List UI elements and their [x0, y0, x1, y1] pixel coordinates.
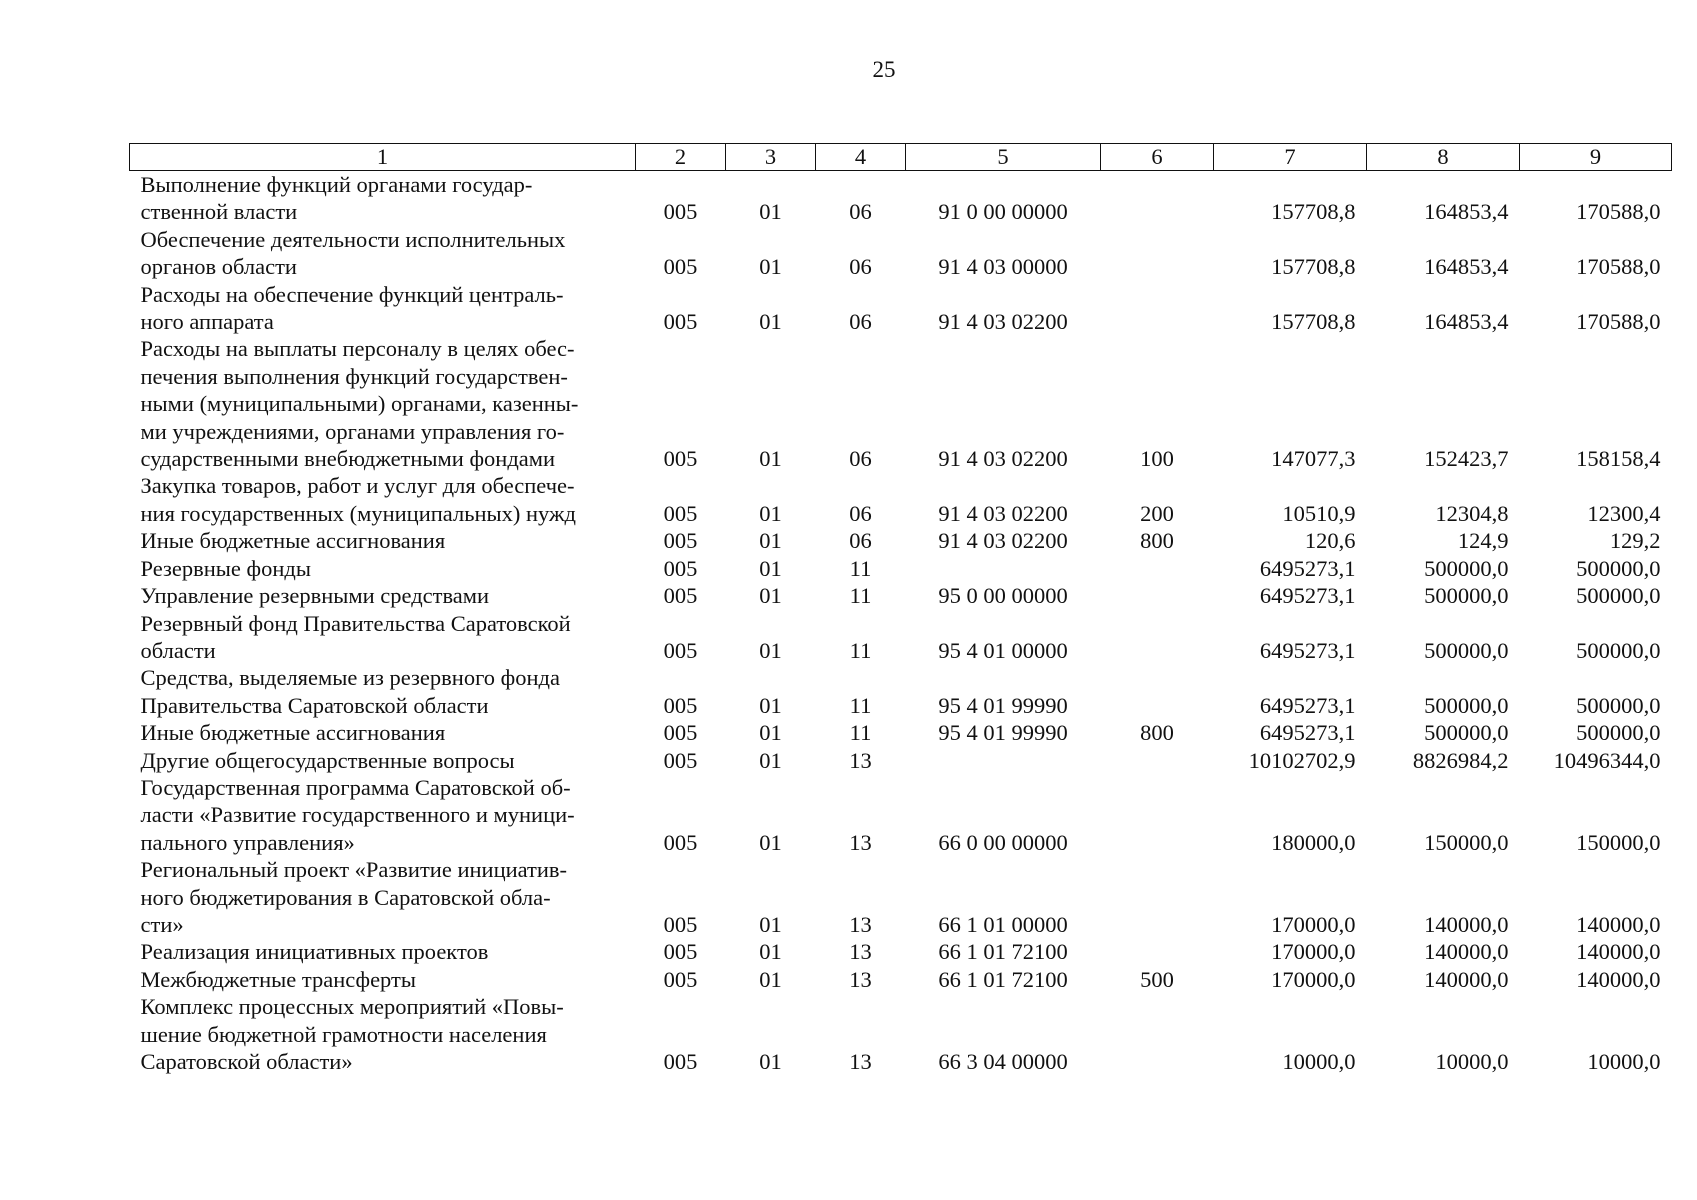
target-article-cell: 95 4 01 99990 — [938, 720, 1068, 746]
table-row — [130, 993, 1672, 1075]
header-cell-4: 4 — [816, 144, 906, 171]
amount-col8-cell: 164853,4 — [1424, 309, 1509, 335]
subsection-cell: 11 — [849, 692, 872, 718]
amount-col7-cell: 170000,0 — [1271, 939, 1356, 965]
table-row — [130, 966, 1672, 993]
subsection-cell: 11 — [849, 720, 872, 746]
section-cell: 01 — [759, 500, 782, 526]
item-name-line: печения выполнения функций государствен- — [140, 363, 568, 389]
amount-col9-cell: 500000,0 — [1576, 720, 1661, 746]
admin-code-cell: 005 — [663, 254, 698, 280]
item-name-line: Региональный проект «Развитие инициатив- — [140, 857, 568, 883]
expense-type-cell — [1101, 171, 1214, 226]
item-name-cell — [130, 966, 636, 993]
target-article-cell: 95 0 00 00000 — [938, 583, 1068, 609]
table-row — [130, 610, 1672, 665]
amount-col8-cell: 500000,0 — [1424, 720, 1509, 746]
amount-col9-cell: 500000,0 — [1576, 637, 1661, 663]
subsection-cell: 13 — [849, 911, 872, 937]
amount-col9-cell: 150000,0 — [1576, 829, 1661, 855]
item-name-line: Другие общегосударственные вопросы — [140, 747, 515, 773]
admin-code-cell: 005 — [663, 528, 698, 554]
table-body — [130, 171, 1672, 1076]
amount-col8-cell: 500000,0 — [1424, 555, 1509, 581]
amount-col7-cell: 6495273,1 — [1259, 637, 1356, 663]
amount-col8-cell: 8826984,2 — [1412, 747, 1509, 773]
amount-col9-cell: 500000,0 — [1576, 692, 1661, 718]
item-name-cell — [130, 993, 636, 1075]
amount-col8-cell: 10000,0 — [1435, 1049, 1509, 1074]
admin-code-cell: 005 — [663, 637, 698, 663]
target-article-cell: 66 1 01 00000 — [938, 911, 1068, 937]
amount-col9-cell: 140000,0 — [1576, 911, 1661, 937]
item-name-line: ласти «Развитие государственного и муници- — [140, 802, 575, 828]
item-name-line: Государственная программа Саратовской об- — [140, 774, 571, 800]
section-cell: 01 — [759, 939, 782, 965]
item-name-line: шение бюджетной грамотности населения — [140, 1021, 547, 1047]
section-cell: 01 — [759, 309, 782, 335]
header-cell-7: 7 — [1214, 144, 1367, 171]
section-cell: 01 — [759, 555, 782, 581]
table-row — [130, 281, 1672, 336]
item-name-line: Межбюджетные трансферты — [140, 966, 416, 992]
expense-type-cell — [1101, 582, 1214, 609]
amount-col9-cell: 170588,0 — [1576, 254, 1661, 280]
subsection-cell: 06 — [849, 446, 872, 472]
item-name-line: Выполнение функций органами государ- — [140, 172, 533, 197]
table-row — [130, 774, 1672, 856]
item-name-line: ного бюджетирования в Саратовской обла- — [140, 884, 551, 910]
expense-type-cell — [1101, 747, 1214, 774]
header-cell-6: 6 — [1101, 144, 1214, 171]
amount-col7-cell: 157708,8 — [1271, 309, 1356, 335]
item-name-cell — [130, 527, 636, 554]
item-name-line: Иные бюджетные ассигнования — [140, 528, 446, 554]
amount-col9-cell: 500000,0 — [1576, 583, 1661, 609]
amount-col8-cell: 164853,4 — [1424, 199, 1509, 225]
expense-type-cell — [1101, 664, 1214, 719]
item-name-cell — [130, 610, 636, 665]
table-row — [130, 335, 1672, 472]
subsection-cell: 11 — [849, 637, 872, 663]
admin-code-cell: 005 — [663, 966, 698, 992]
subsection-cell: 11 — [849, 555, 872, 581]
admin-code-cell: 005 — [663, 199, 698, 225]
expense-type-cell: 200 — [1140, 500, 1174, 526]
item-name-line: Реализация инициативных проектов — [140, 939, 489, 965]
section-cell: 01 — [759, 446, 782, 472]
amount-col7-cell: 157708,8 — [1271, 199, 1356, 225]
item-name-line: Правительства Саратовской области — [140, 692, 489, 718]
subsection-cell: 06 — [849, 309, 872, 335]
item-name-line: ственной власти — [140, 199, 298, 225]
target-article-cell — [906, 555, 1101, 582]
item-name-cell — [130, 664, 636, 719]
admin-code-cell: 005 — [663, 911, 698, 937]
section-cell: 01 — [759, 528, 782, 554]
expense-type-cell: 100 — [1140, 446, 1174, 472]
expense-type-cell — [1101, 610, 1214, 665]
amount-col8-cell: 164853,4 — [1424, 254, 1509, 280]
item-name-line: органов области — [140, 254, 297, 280]
table-header — [130, 144, 1672, 171]
item-name-line: Обеспечение деятельности исполнительных — [140, 226, 566, 252]
subsection-cell: 06 — [849, 500, 872, 526]
section-cell: 01 — [759, 254, 782, 280]
header-cell-3: 3 — [726, 144, 816, 171]
table-row — [130, 555, 1672, 582]
section-cell: 01 — [759, 637, 782, 663]
expense-type-cell — [1101, 555, 1214, 582]
item-name-line: сти» — [140, 911, 184, 937]
table-row — [130, 472, 1672, 527]
amount-col8-cell: 140000,0 — [1424, 911, 1509, 937]
target-article-cell: 95 4 01 00000 — [938, 637, 1068, 663]
amount-col9-cell: 12300,4 — [1587, 500, 1661, 526]
table-row — [130, 226, 1672, 281]
amount-col8-cell: 152423,7 — [1424, 446, 1509, 472]
target-article-cell: 91 0 00 00000 — [938, 199, 1068, 225]
header-cell-9: 9 — [1520, 144, 1672, 171]
subsection-cell: 13 — [849, 747, 872, 773]
table-row — [130, 171, 1672, 226]
item-name-line: пального управления» — [140, 829, 355, 855]
subsection-cell: 13 — [849, 829, 872, 855]
target-article-cell: 91 4 03 02200 — [938, 309, 1068, 335]
expense-type-cell: 800 — [1140, 720, 1174, 746]
expense-type-cell — [1101, 856, 1214, 938]
expense-type-cell — [1101, 226, 1214, 281]
item-name-line: Комплекс процессных мероприятий «Повы- — [140, 994, 564, 1020]
item-name-line: Резервные фонды — [140, 555, 311, 581]
section-cell: 01 — [759, 199, 782, 225]
amount-col9-cell: 170588,0 — [1576, 199, 1661, 225]
item-name-cell — [130, 555, 636, 582]
admin-code-cell: 005 — [663, 583, 698, 609]
amount-col9-cell: 10496344,0 — [1553, 747, 1661, 773]
section-cell: 01 — [759, 583, 782, 609]
amount-col8-cell: 124,9 — [1457, 528, 1509, 554]
item-name-cell — [130, 719, 636, 746]
admin-code-cell: 005 — [663, 747, 698, 773]
item-name-cell — [130, 856, 636, 938]
expense-type-cell: 500 — [1140, 966, 1174, 992]
admin-code-cell: 005 — [663, 555, 698, 581]
header-cell-5: 5 — [906, 144, 1101, 171]
item-name-cell — [130, 582, 636, 609]
admin-code-cell: 005 — [663, 446, 698, 472]
amount-col7-cell: 6495273,1 — [1259, 583, 1356, 609]
subsection-cell: 13 — [849, 939, 872, 965]
item-name-cell — [130, 472, 636, 527]
item-name-line: ными (муниципальными) органами, казенны- — [140, 391, 579, 417]
budget-table — [129, 143, 1672, 1075]
header-cell-1: 1 — [130, 144, 636, 171]
amount-col7-cell: 180000,0 — [1271, 829, 1356, 855]
amount-col9-cell: 140000,0 — [1576, 939, 1661, 965]
expense-type-cell — [1101, 281, 1214, 336]
section-cell: 01 — [759, 747, 782, 773]
item-name-cell — [130, 171, 636, 226]
target-article-cell: 95 4 01 99990 — [938, 692, 1068, 718]
item-name-cell — [130, 335, 636, 472]
amount-col9-cell: 170588,0 — [1576, 309, 1661, 335]
section-cell: 01 — [759, 720, 782, 746]
amount-col8-cell: 150000,0 — [1424, 829, 1509, 855]
section-cell: 01 — [759, 1049, 782, 1074]
item-name-cell — [130, 747, 636, 774]
item-name-line: ния государственных (муниципальных) нужд — [140, 500, 576, 526]
amount-col9-cell: 158158,4 — [1576, 446, 1661, 472]
amount-col8-cell: 500000,0 — [1424, 692, 1509, 718]
item-name-line: сударственными внебюджетными фондами — [140, 446, 556, 472]
amount-col8-cell: 140000,0 — [1424, 939, 1509, 965]
table-row — [130, 856, 1672, 938]
subsection-cell: 13 — [849, 966, 872, 992]
header-cell-2: 2 — [636, 144, 726, 171]
target-article-cell: 66 3 04 00000 — [938, 1049, 1068, 1074]
amount-col9-cell: 140000,0 — [1576, 966, 1661, 992]
expense-type-cell — [1101, 938, 1214, 965]
item-name-line: области — [140, 637, 216, 663]
section-cell: 01 — [759, 829, 782, 855]
target-article-cell: 91 4 03 00000 — [938, 254, 1068, 280]
amount-col9-cell: 10000,0 — [1587, 1049, 1661, 1074]
expense-type-cell — [1101, 993, 1214, 1075]
header-row — [130, 144, 1672, 171]
item-name-cell — [130, 774, 636, 856]
target-article-cell: 91 4 03 02200 — [938, 446, 1068, 472]
admin-code-cell: 005 — [663, 939, 698, 965]
expense-type-cell — [1101, 774, 1214, 856]
amount-col7-cell: 6495273,1 — [1259, 555, 1356, 581]
admin-code-cell: 005 — [663, 829, 698, 855]
item-name-cell — [130, 226, 636, 281]
amount-col7-cell: 157708,8 — [1271, 254, 1356, 280]
target-article-cell: 66 1 01 72100 — [938, 966, 1068, 992]
amount-col7-cell: 10510,9 — [1282, 500, 1356, 526]
subsection-cell: 13 — [849, 1049, 872, 1074]
table-row — [130, 527, 1672, 554]
amount-col7-cell: 6495273,1 — [1259, 692, 1356, 718]
item-name-line: Управление резервными средствами — [140, 583, 490, 609]
target-article-cell: 66 1 01 72100 — [938, 939, 1068, 965]
item-name-line: Средства, выделяемые из резервного фонда — [140, 665, 560, 691]
amount-col7-cell: 147077,3 — [1271, 446, 1356, 472]
subsection-cell: 06 — [849, 528, 872, 554]
section-cell: 01 — [759, 966, 782, 992]
item-name-line: Расходы на обеспечение функций централь- — [140, 281, 564, 307]
item-name-cell — [130, 281, 636, 336]
section-cell: 01 — [759, 692, 782, 718]
target-article-cell: 91 4 03 02200 — [938, 500, 1068, 526]
table-row — [130, 747, 1672, 774]
section-cell: 01 — [759, 911, 782, 937]
amount-col9-cell: 129,2 — [1609, 528, 1661, 554]
expense-type-cell: 800 — [1140, 528, 1174, 554]
target-article-cell — [906, 747, 1101, 774]
target-article-cell: 66 0 00 00000 — [938, 829, 1068, 855]
item-name-cell — [130, 938, 636, 965]
subsection-cell: 06 — [849, 199, 872, 225]
amount-col7-cell: 10000,0 — [1282, 1049, 1356, 1074]
amount-col8-cell: 140000,0 — [1424, 966, 1509, 992]
header-cell-8: 8 — [1367, 144, 1520, 171]
amount-col7-cell: 10102702,9 — [1248, 747, 1356, 773]
item-name-line: Закупка товаров, работ и услуг для обеспече- — [140, 473, 575, 499]
admin-code-cell: 005 — [663, 720, 698, 746]
item-name-line: Резервный фонд Правительства Саратовской — [140, 610, 571, 636]
subsection-cell: 06 — [849, 254, 872, 280]
amount-col7-cell: 120,6 — [1304, 528, 1356, 554]
admin-code-cell: 005 — [663, 1049, 698, 1074]
table-row — [130, 664, 1672, 719]
admin-code-cell: 005 — [663, 309, 698, 335]
target-article-cell: 91 4 03 02200 — [938, 528, 1068, 554]
page-number: 25 — [872, 57, 896, 82]
item-name-line: Саратовской области» — [140, 1049, 353, 1074]
item-name-line: Иные бюджетные ассигнования — [140, 720, 446, 746]
amount-col8-cell: 500000,0 — [1424, 583, 1509, 609]
item-name-line: ми учреждениями, органами управления го- — [140, 418, 565, 444]
admin-code-cell: 005 — [663, 692, 698, 718]
admin-code-cell: 005 — [663, 500, 698, 526]
amount-col7-cell: 170000,0 — [1271, 911, 1356, 937]
item-name-line: Расходы на выплаты персоналу в целях обес- — [140, 336, 575, 362]
table-row — [130, 582, 1672, 609]
item-name-line: ного аппарата — [140, 309, 274, 335]
amount-col7-cell: 6495273,1 — [1259, 720, 1356, 746]
amount-col8-cell: 500000,0 — [1424, 637, 1509, 663]
amount-col8-cell: 12304,8 — [1435, 500, 1509, 526]
amount-col9-cell: 500000,0 — [1576, 555, 1661, 581]
table-row — [130, 938, 1672, 965]
table-row — [130, 719, 1672, 746]
subsection-cell: 11 — [849, 583, 872, 609]
amount-col7-cell: 170000,0 — [1271, 966, 1356, 992]
